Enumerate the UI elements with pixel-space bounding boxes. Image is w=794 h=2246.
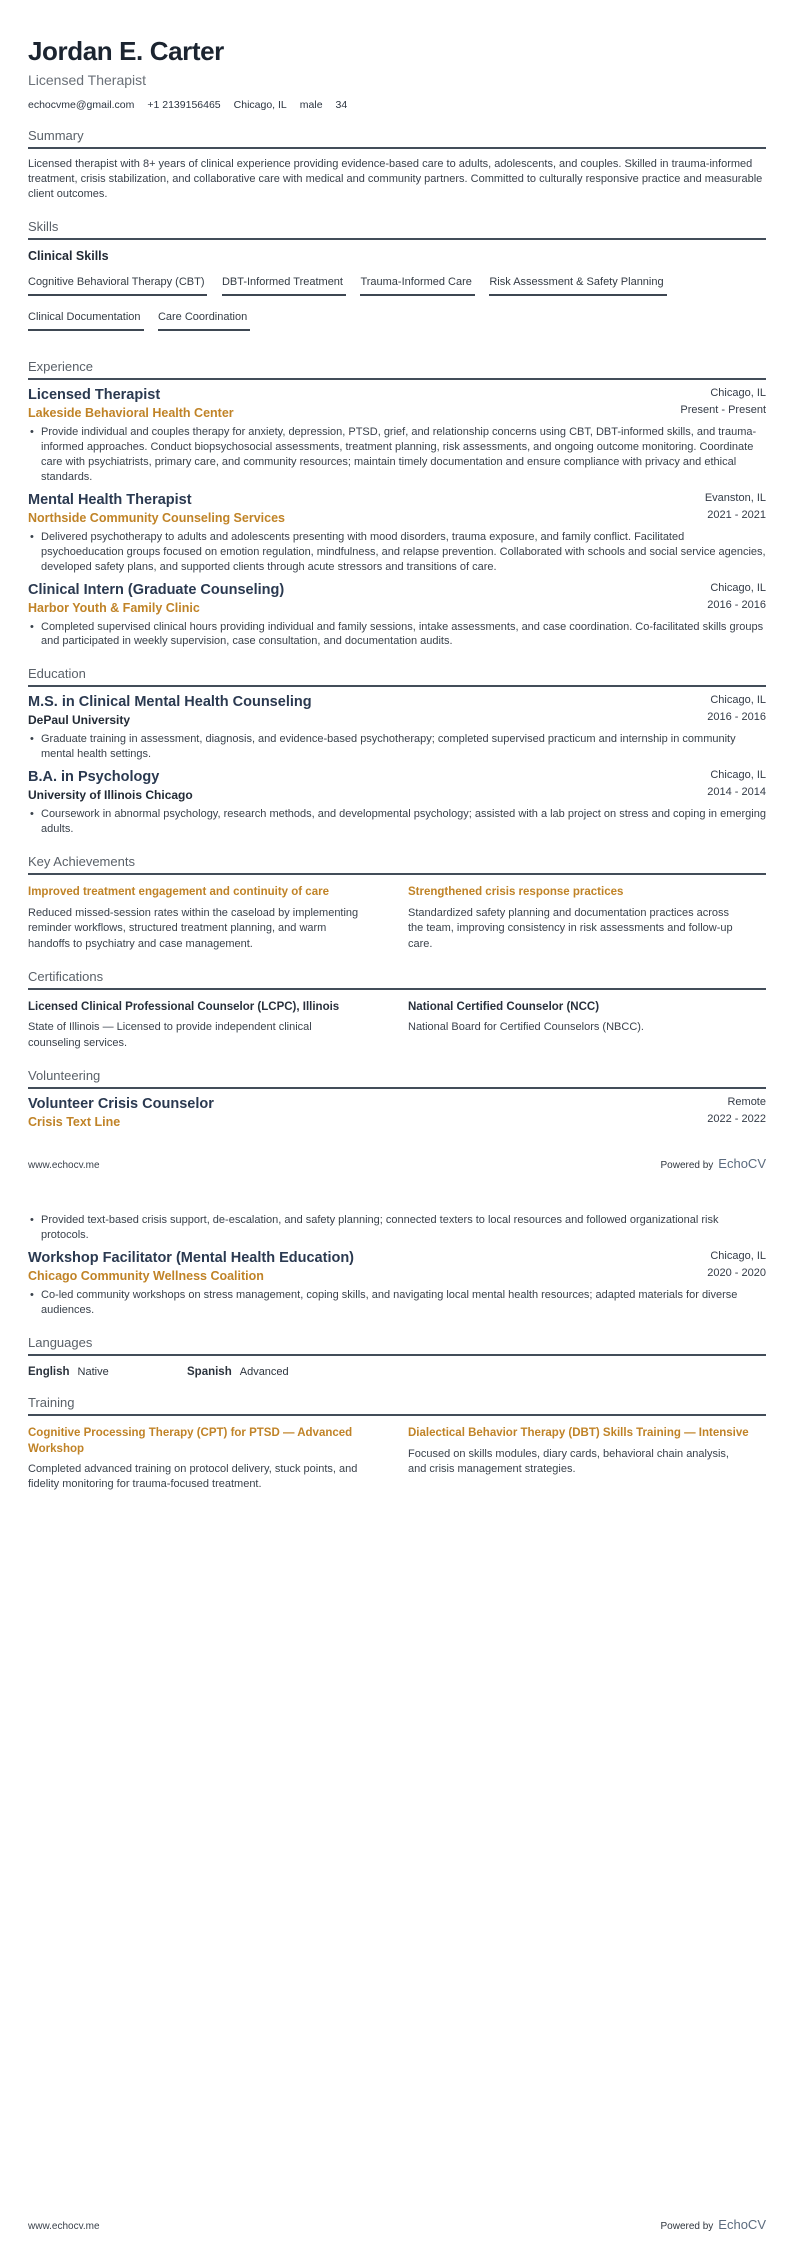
- achievement-item: [408, 885, 766, 952]
- degree-title: M.S. in Clinical Mental Health Counseling: [28, 694, 312, 711]
- school-name: DePaul University: [28, 713, 131, 728]
- powered-by-group: [660, 1155, 766, 1173]
- job-location: Chicago, IL: [710, 386, 766, 399]
- job-location: Chicago, IL: [710, 581, 766, 594]
- volunteering-entry: [28, 1250, 766, 1318]
- education-bullet: • Graduate training in assessment, diagnosis, and evidence-based psychotherapy; completed supervised practicum and internship in community mental health settings.: [28, 732, 766, 762]
- job-title: Licensed Therapist: [28, 386, 161, 403]
- school-location: Chicago, IL: [710, 769, 766, 782]
- footer-website-link[interactable]: www.echocv.me: [28, 1160, 100, 1172]
- school-location: Chicago, IL: [710, 694, 766, 707]
- languages-heading: Languages: [28, 1335, 766, 1356]
- school-name: University of Illinois Chicago: [28, 788, 193, 803]
- person-name: Jordan E. Carter: [28, 36, 224, 66]
- section-experience: [28, 359, 766, 650]
- footer-website-link[interactable]: www.echocv.me: [28, 2221, 100, 2232]
- education-entry: [28, 694, 766, 762]
- company-name: Lakeside Behavioral Health Center: [28, 405, 234, 420]
- volunteer-dates: 2022 - 2022: [707, 1113, 766, 1126]
- achievement-text: Standardized safety planning and documentation practices across the team, improving consistency in risk assessments and follow-up care.: [408, 906, 733, 950]
- section-summary: [28, 128, 766, 202]
- training-text: Completed advanced training on protocol delivery, stuck points, and fidelity monitoring for trauma-focused treatment.: [28, 1463, 358, 1491]
- job-title: Mental Health Therapist: [28, 491, 192, 508]
- skill-item: DBT-Informed Treatment: [222, 276, 346, 296]
- section-volunteering: [28, 1068, 766, 1318]
- skill-item: Risk Assessment & Safety Planning: [489, 276, 666, 296]
- school-dates: 2014 - 2014: [707, 786, 766, 799]
- certifications-heading: Certifications: [28, 969, 766, 990]
- training-item: [28, 1426, 386, 1493]
- language-level: Native: [77, 1366, 109, 1379]
- job-bullet: • Provide individual and couples therapy for anxiety, depression, PTSD, grief, and relationship concerns using CBT, DBT-informed skills, and trauma-informed approaches. Conduct biopsychosocial assessments, treatment planning, risk assessments, and ongoing outcome monitoring. Coordinate care with psychiatrists, primary care, and community resources; maintain timely documentation and ensure compliance with privacy and ethical standards.: [28, 425, 766, 485]
- company-name: Harbor Youth & Family Clinic: [28, 600, 200, 615]
- powered-by-label: Powered by: [660, 1160, 714, 1172]
- section-achievements: [28, 854, 766, 952]
- training-item: [408, 1426, 766, 1493]
- training-heading: Training: [28, 1395, 766, 1416]
- skill-item: Trauma-Informed Care: [360, 276, 474, 296]
- job-dates: Present - Present: [680, 403, 766, 416]
- volunteer-dates: 2020 - 2020: [707, 1267, 766, 1280]
- powered-by-label: Powered by: [660, 2221, 714, 2232]
- certification-item: [28, 1000, 386, 1051]
- training-text: Focused on skills modules, diary cards, behavioral chain analysis, and crisis management strategies.: [408, 1447, 729, 1475]
- volunteer-bullet: • Co-led community workshops on stress management, coping skills, and navigating local mental health resources; adapted materials for diverse audiences.: [28, 1288, 766, 1318]
- volunteer-org: Crisis Text Line: [28, 1115, 121, 1130]
- job-dates: 2016 - 2016: [707, 598, 766, 611]
- training-title: Cognitive Processing Therapy (CPT) for PTSD — Advanced Workshop: [28, 1427, 353, 1455]
- achievement-title: Strengthened crisis response practices: [408, 886, 624, 899]
- experience-entry: [28, 582, 766, 650]
- contact-row: [28, 99, 766, 111]
- section-skills: [28, 219, 766, 342]
- certification-issuer: National Board for Certified Counselors (NBCC).: [408, 1021, 644, 1034]
- languages-row: [28, 1366, 766, 1378]
- certification-name: National Certified Counselor (NCC): [408, 1000, 600, 1013]
- skills-group-title: Clinical Skills: [28, 248, 109, 263]
- skill-item: Cognitive Behavioral Therapy (CBT): [28, 276, 207, 296]
- degree-title: B.A. in Psychology: [28, 769, 160, 786]
- certification-item: [408, 1000, 766, 1051]
- contact-email[interactable]: echocvme@gmail.com: [28, 99, 135, 111]
- section-training: [28, 1395, 766, 1493]
- education-heading: Education: [28, 666, 766, 687]
- language-name: Spanish: [187, 1366, 232, 1379]
- experience-entry: [28, 492, 766, 575]
- education-bullet: • Coursework in abnormal psychology, research methods, and developmental psychology; assisted with a lab project on stress and coping in emerging adults.: [28, 807, 766, 837]
- echocv-brand-link[interactable]: EchoCV: [718, 1156, 766, 1172]
- page2-footer: [28, 2216, 766, 2234]
- language-item: [187, 1366, 346, 1378]
- skills-list: [28, 272, 766, 342]
- volunteering-entry: [28, 1096, 766, 1129]
- skills-heading: Skills: [28, 219, 766, 240]
- achievement-text: Reduced missed-session rates within the caseload by implementing reminder workflows, structured treatment planning, and warm handoffs to psychiatry and case management.: [28, 906, 359, 950]
- contact-phone[interactable]: +1 2139156465: [147, 99, 221, 111]
- skill-item: Clinical Documentation: [28, 311, 144, 331]
- powered-by-group: [660, 2216, 766, 2234]
- volunteer-location: Remote: [727, 1096, 766, 1109]
- section-education: [28, 666, 766, 837]
- experience-entry: [28, 387, 766, 485]
- experience-heading: Experience: [28, 359, 766, 380]
- job-bullet: • Completed supervised clinical hours providing individual and family sessions, intake assessments, and case coordination. Co-facilitated skills groups and participated in weekly supervision, case consultation, and documentation audits.: [28, 620, 766, 650]
- certification-issuer: State of Illinois — Licensed to provide independent clinical counseling services.: [28, 1021, 312, 1049]
- job-title: Clinical Intern (Graduate Counseling): [28, 581, 285, 598]
- volunteer-org: Chicago Community Wellness Coalition: [28, 1269, 264, 1284]
- volunteer-title: Workshop Facilitator (Mental Health Education): [28, 1250, 355, 1267]
- training-title: Dialectical Behavior Therapy (DBT) Skills Training — Intensive: [408, 1427, 749, 1440]
- company-name: Northside Community Counseling Services: [28, 510, 285, 525]
- skill-item: Care Coordination: [158, 311, 250, 331]
- achievement-title: Improved treatment engagement and continuity of care: [28, 886, 329, 899]
- job-bullet: • Delivered psychotherapy to adults and adolescents presenting with mood disorders, trauma exposure, and family conflict. Facilitated psychoeducation groups focused on emotion regulation, mindfulness, and relapse prevention. Collaborated with schools and social service agencies, developed safety plans, and supported clients through acute stressors and transitions of care.: [28, 530, 766, 575]
- language-name: English: [28, 1366, 70, 1379]
- language-item: [28, 1366, 187, 1378]
- certification-name: Licensed Clinical Professional Counselor (LCPC), Illinois: [28, 1000, 340, 1013]
- achievements-heading: Key Achievements: [28, 854, 766, 875]
- volunteer-title: Volunteer Crisis Counselor: [28, 1096, 214, 1113]
- contact-gender: male: [299, 99, 323, 111]
- contact-age: 34: [335, 99, 348, 111]
- page1-footer: [28, 1155, 766, 1173]
- job-dates: 2021 - 2021: [707, 508, 766, 521]
- job-location: Evanston, IL: [704, 491, 766, 504]
- achievement-item: [28, 885, 386, 952]
- volunteer-bullet: • Provided text-based crisis support, de-escalation, and safety planning; connected texters to local resources and followed organizational risk protocols.: [28, 1213, 766, 1243]
- resume-header: [28, 36, 766, 111]
- summary-text: Licensed therapist with 8+ years of clinical experience providing evidence-based care to adults, adolescents, and couples. Skilled in trauma-informed treatment, crisis stabilization, and collaborative care with medical and community partners. Committed to culturally responsive practice and measurable client outcomes.: [28, 158, 763, 200]
- volunteering-heading: Volunteering: [28, 1068, 766, 1089]
- summary-heading: Summary: [28, 128, 766, 149]
- school-dates: 2016 - 2016: [707, 711, 766, 724]
- person-job-title: Licensed Therapist: [28, 72, 147, 88]
- echocv-brand-link[interactable]: EchoCV: [718, 2217, 766, 2232]
- language-level: Advanced: [239, 1366, 289, 1379]
- education-entry: [28, 769, 766, 837]
- volunteer-location: Chicago, IL: [710, 1250, 766, 1263]
- section-certifications: [28, 969, 766, 1051]
- section-languages: [28, 1335, 766, 1378]
- contact-location: Chicago, IL: [233, 99, 287, 111]
